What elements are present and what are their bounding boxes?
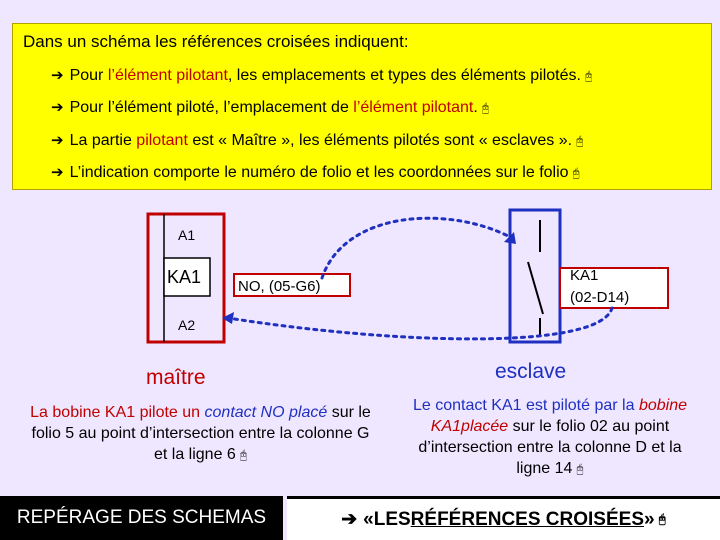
mouse-icon: 🖰	[481, 101, 490, 115]
bullet-highlight: l’élément pilotant	[353, 99, 474, 116]
footer-section-title: REPÉRAGE DES SCHEMAS	[0, 496, 283, 540]
intro-title: Dans un schéma les références croisées indiquent:	[23, 32, 409, 51]
coil-name: KA1	[167, 267, 202, 287]
footer-text-main: RÉFÉRENCES CROISÉES	[410, 508, 644, 530]
coil-top-label: A1	[178, 227, 196, 243]
description-text: La bobine KA1 pilote un	[30, 404, 205, 421]
footer-topic-title	[287, 496, 720, 540]
arrow-icon: ➔	[51, 99, 64, 116]
arrow-icon: ➔	[51, 132, 64, 149]
coil-ref: NO, (05-G6)	[238, 278, 321, 295]
arrow-icon: ➔	[341, 509, 358, 530]
bullet-text: La partie	[69, 132, 137, 149]
mouse-icon: 🖰	[658, 512, 666, 526]
description-slave	[400, 395, 700, 480]
bullet-text: est « Maître », les éléments pilotés sont « esclaves ».	[187, 132, 573, 149]
coil-bottom-label: A2	[178, 317, 196, 333]
arrow-icon: ➔	[51, 164, 64, 181]
contact-blade	[528, 262, 543, 314]
description-highlight: bobine KA1placée	[430, 397, 687, 435]
footer-text: »	[644, 508, 655, 530]
description-text: sur le folio 02 au point d’intersection entre la colonne D et la ligne 14	[418, 418, 682, 477]
bullet-text: Pour	[69, 67, 108, 84]
mouse-icon: 🖰	[239, 448, 248, 462]
bullet-text: , les emplacements et types des éléments pilotés.	[227, 67, 581, 84]
description-master	[28, 402, 373, 466]
arrow-contact-to-coil	[228, 308, 612, 339]
contact-name: KA1	[570, 267, 599, 284]
contact-ref: (02-D14)	[570, 289, 630, 306]
mouse-icon: 🖰	[572, 166, 580, 180]
contact-frame	[510, 210, 560, 342]
description-highlight: contact NO placé	[204, 404, 328, 421]
label-maitre: maître	[146, 366, 206, 389]
label-esclave: esclave	[495, 360, 567, 383]
bullet-highlight: pilotant	[136, 132, 188, 149]
footer-text: «LES	[363, 508, 411, 530]
bullet-text: Pour l’élément piloté, l’emplacement de	[69, 99, 354, 116]
mouse-icon: 🖰	[576, 462, 584, 476]
description-text: Le contact KA1 est piloté par la	[413, 397, 639, 414]
bullet-highlight: l’élément pilotant	[107, 67, 228, 84]
mouse-icon: 🖰	[584, 69, 593, 83]
description-text: sur le folio 5 au point d’intersection entre la colonne G et la ligne 6	[31, 404, 371, 463]
bullet-text: L’indication comporte le numéro de folio et les coordonnées sur le folio	[69, 164, 569, 181]
arrow-icon: ➔	[51, 67, 64, 84]
bullet-text: .	[473, 99, 478, 116]
mouse-icon: 🖰	[576, 134, 584, 148]
arrow-coil-to-contact	[322, 218, 512, 278]
